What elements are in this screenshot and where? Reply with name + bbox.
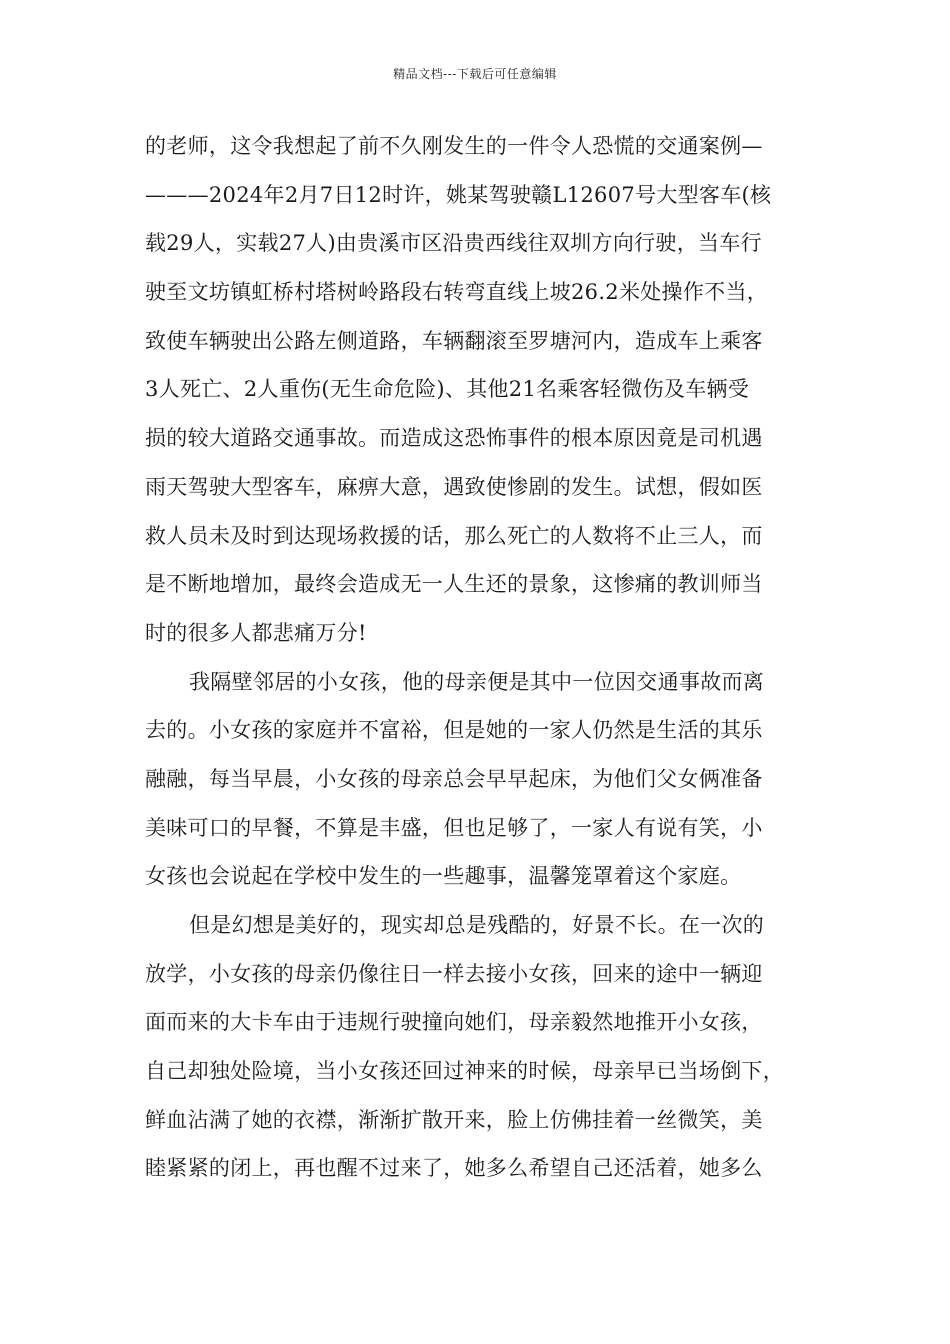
text-line: 时的很多人都悲痛万分!: [145, 620, 367, 645]
text-line: 鲜血沾满了她的衣襟，渐渐扩散开来，脸上仿佛挂着一丝微笑，美: [145, 1107, 763, 1132]
text-line: 驶至文坊镇虹桥村塔树岭路段右转弯直线上坡26.2米处操作不当，: [145, 280, 769, 305]
document-body: [145, 129, 825, 1200]
text-line: 3人死亡、2人重伤(无生命危险)、其他21名乘客轻微伤及车辆受: [145, 377, 750, 402]
text-line: 女孩也会说起在学校中发生的一些趣事，温馨笼罩着这个家庭。: [145, 864, 742, 889]
text-line: 是不断地增加，最终会造成无一人生还的景象，这惨痛的教训师当: [145, 572, 763, 597]
text-line: 损的较大道路交通事故。而造成这恐怖事件的根本原因竟是司机遇: [145, 426, 763, 451]
paragraph-1: [145, 129, 825, 665]
text-line: 救人员未及时到达现场救援的话，那么死亡的人数将不止三人，而: [145, 523, 763, 548]
text-line: 我隔壁邻居的小女孩，他的母亲便是其中一位因交通事故而离: [189, 669, 765, 694]
text-line: 放学，小女孩的母亲仍像往日一样去接小女孩，回来的途中一辆迎: [145, 961, 763, 986]
text-line: 的老师，这令我想起了前不久刚发生的一件令人恐慌的交通案例—: [145, 134, 763, 158]
text-line: 睦紧紧的闭上，再也醒不过来了，她多么希望自己还活着，她多么: [145, 1156, 763, 1181]
text-line: 载29人，实载27人)由贵溪市区沿贵西线往双圳方向行驶，当车行: [145, 231, 762, 256]
page-header: 精品文档---下载后可任意编辑: [393, 67, 557, 81]
paragraph-2: [145, 665, 825, 908]
text-line: 雨天驾驶大型客车，麻痹大意，遇致使惨剧的发生。试想，假如医: [145, 474, 763, 499]
text-line: 美味可口的早餐，不算是丰盛，但也足够了，一家人有说有笑，小: [145, 815, 763, 840]
text-line: 融融，每当早晨，小女孩的母亲总会早早起床，为他们父女俩准备: [145, 766, 763, 791]
text-line: 致使车辆驶出公路左侧道路，车辆翻滚至罗塘河内，造成车上乘客: [145, 328, 763, 353]
text-line: ———2024年2月7日12时许，姚某驾驶赣L12607号大型客车(核: [145, 182, 772, 207]
text-line: 去的。小女孩的家庭并不富裕，但是她的一家人仍然是生活的其乐: [145, 718, 763, 743]
text-line: 面而来的大卡车由于违规行驶撞向她们，母亲毅然地推开小女孩，: [145, 1010, 763, 1035]
paragraph-3: [145, 908, 825, 1200]
text-line: 自己却独处险境，当小女孩还回过神来的时候，母亲早已当场倒下，: [145, 1059, 784, 1084]
text-line: 但是幻想是美好的，现实却总是残酷的，好景不长。在一次的: [189, 913, 765, 937]
